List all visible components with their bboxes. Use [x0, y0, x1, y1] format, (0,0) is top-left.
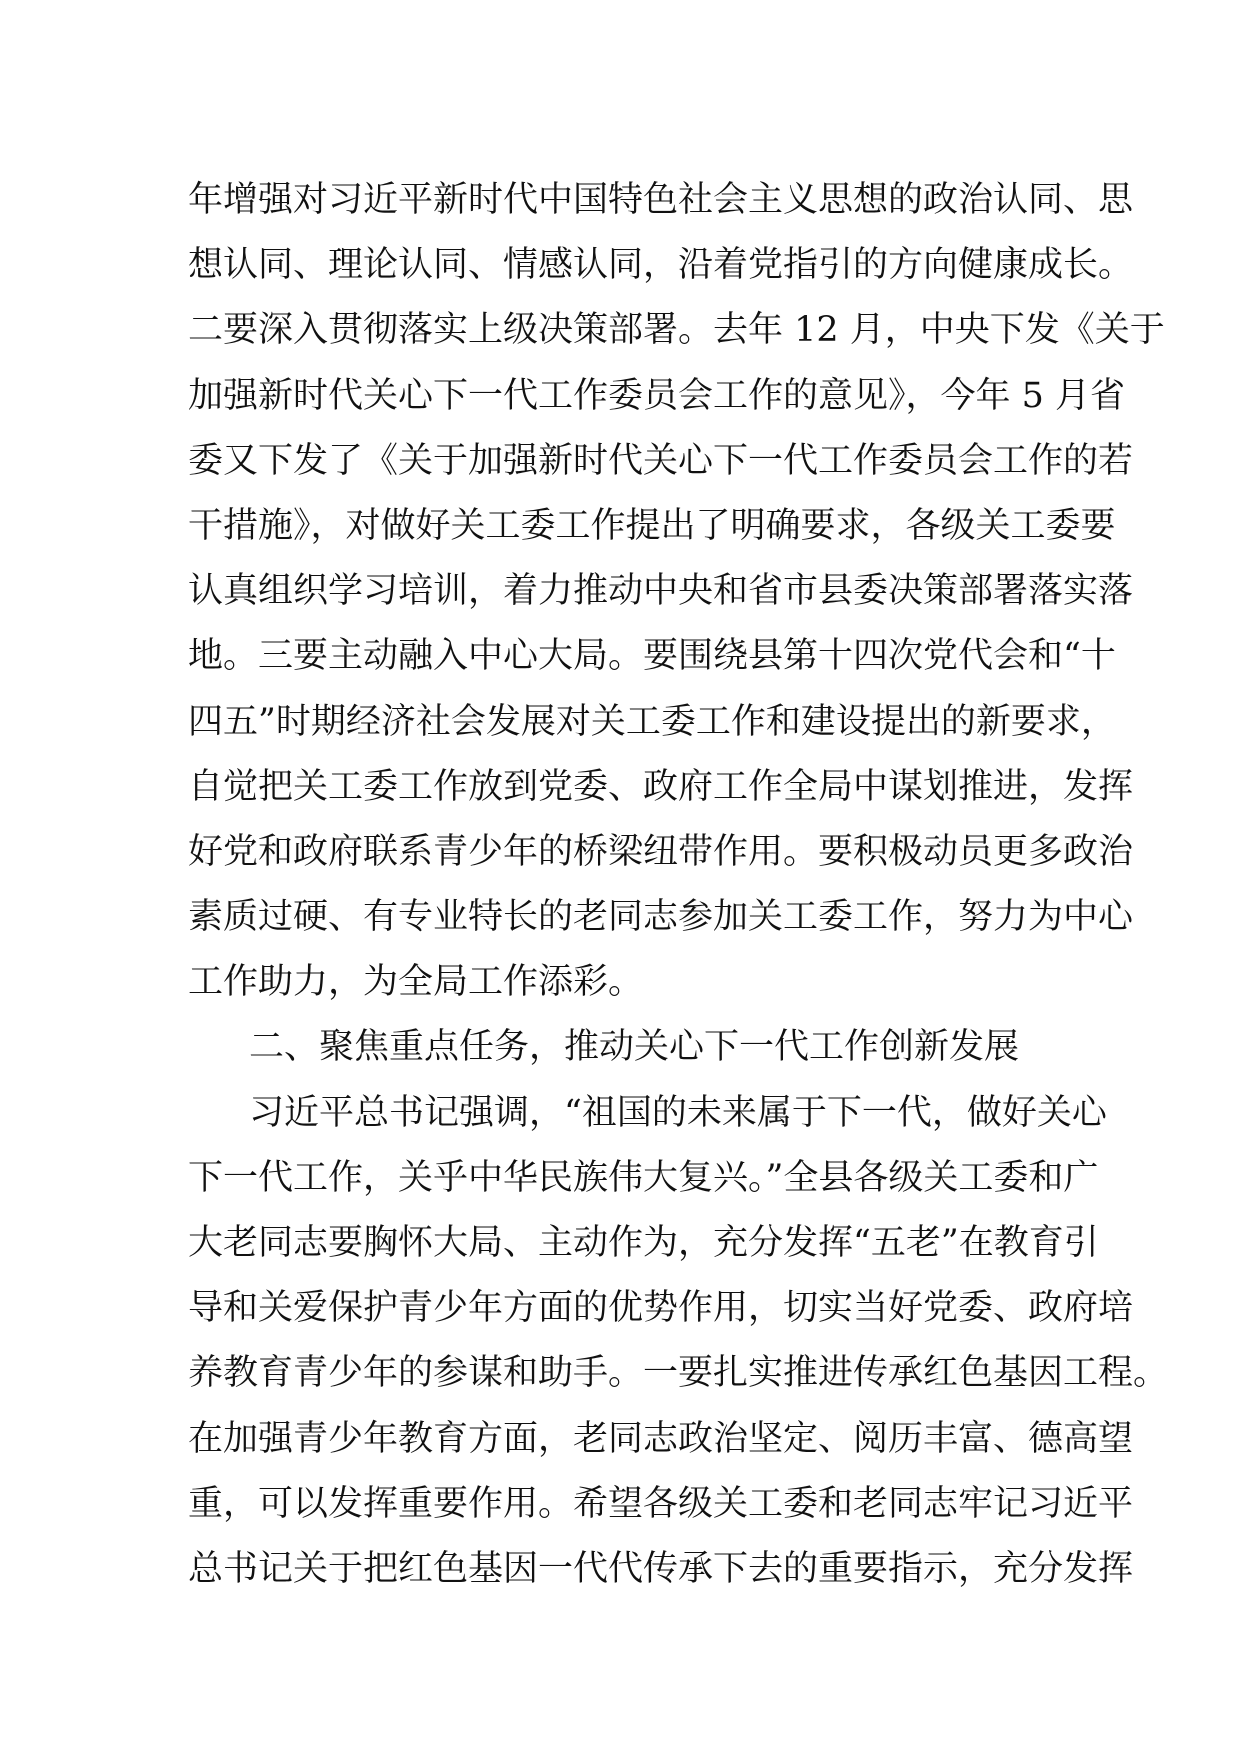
text-line: 素质过硬、有专业特长的老同志参加关工委工作，努力为中心 [188, 897, 1134, 938]
text-line: 年增强对习近平新时代中国特色社会主义思想的政治认同、思 [188, 180, 1134, 220]
text-line: 导和关爱保护青少年方面的优势作用，切实当好党委、政府培 [188, 1288, 1134, 1329]
text-line: 二要深入贯彻落实上级决策部署。去年 12 月，中央下发《关于 [188, 310, 1165, 351]
text-line: 认真组织学习培训，着力推动中央和省市县委决策部署落实落 [188, 571, 1134, 612]
text-line: 加强新时代关心下一代工作委员会工作的意见》，今年 5 月省 [188, 375, 1126, 416]
text-line: 想认同、理论认同、情感认同，沿着党指引的方向健康成长。 [188, 245, 1134, 286]
text-line: 地。三要主动融入中心大局。要围绕县第十四次党代会和“十 [188, 636, 1116, 677]
text-line: 大老同志要胸怀大局、主动作为，充分发挥“五老”在教育引 [188, 1223, 1099, 1263]
text-line: 委又下发了《关于加强新时代关心下一代工作委员会工作的若 [188, 440, 1134, 481]
text-line: 好党和政府联系青少年的桥梁纽带作用。要积极动员更多政治 [188, 831, 1134, 872]
text-line: 养教育青少年的参谋和助手。一要扎实推进传承红色基因工程。 [188, 1353, 1169, 1394]
text-line: 总书记关于把红色基因一代代传承下去的重要指示，充分发挥 [188, 1548, 1134, 1589]
text-line: 重，可以发挥重要作用。希望各级关工委和老同志牢记习近平 [188, 1483, 1134, 1524]
text-line: 工作助力，为全局工作添彩。 [188, 962, 644, 1003]
text-line: 习近平总书记强调，“祖国的未来属于下一代，做好关心 [249, 1092, 1107, 1133]
text-line: 在加强青少年教育方面，老同志政治坚定、阅历丰富、德高望 [188, 1418, 1134, 1459]
section-heading: 二、聚焦重点任务，推动关心下一代工作创新发展 [249, 1027, 1020, 1068]
text-line: 干措施》，对做好关工委工作提出了明确要求，各级关工委要 [188, 505, 1116, 546]
text-line: 自觉把关工委工作放到党委、政府工作全局中谋划推进，发挥 [188, 766, 1134, 807]
body-text [188, 168, 1169, 1602]
text-line: 四五”时期经济社会发展对关工委工作和建设提出的新要求， [188, 701, 1116, 742]
text-line: 下一代工作，关乎中华民族伟大复兴。”全县各级关工委和广 [188, 1157, 1099, 1198]
